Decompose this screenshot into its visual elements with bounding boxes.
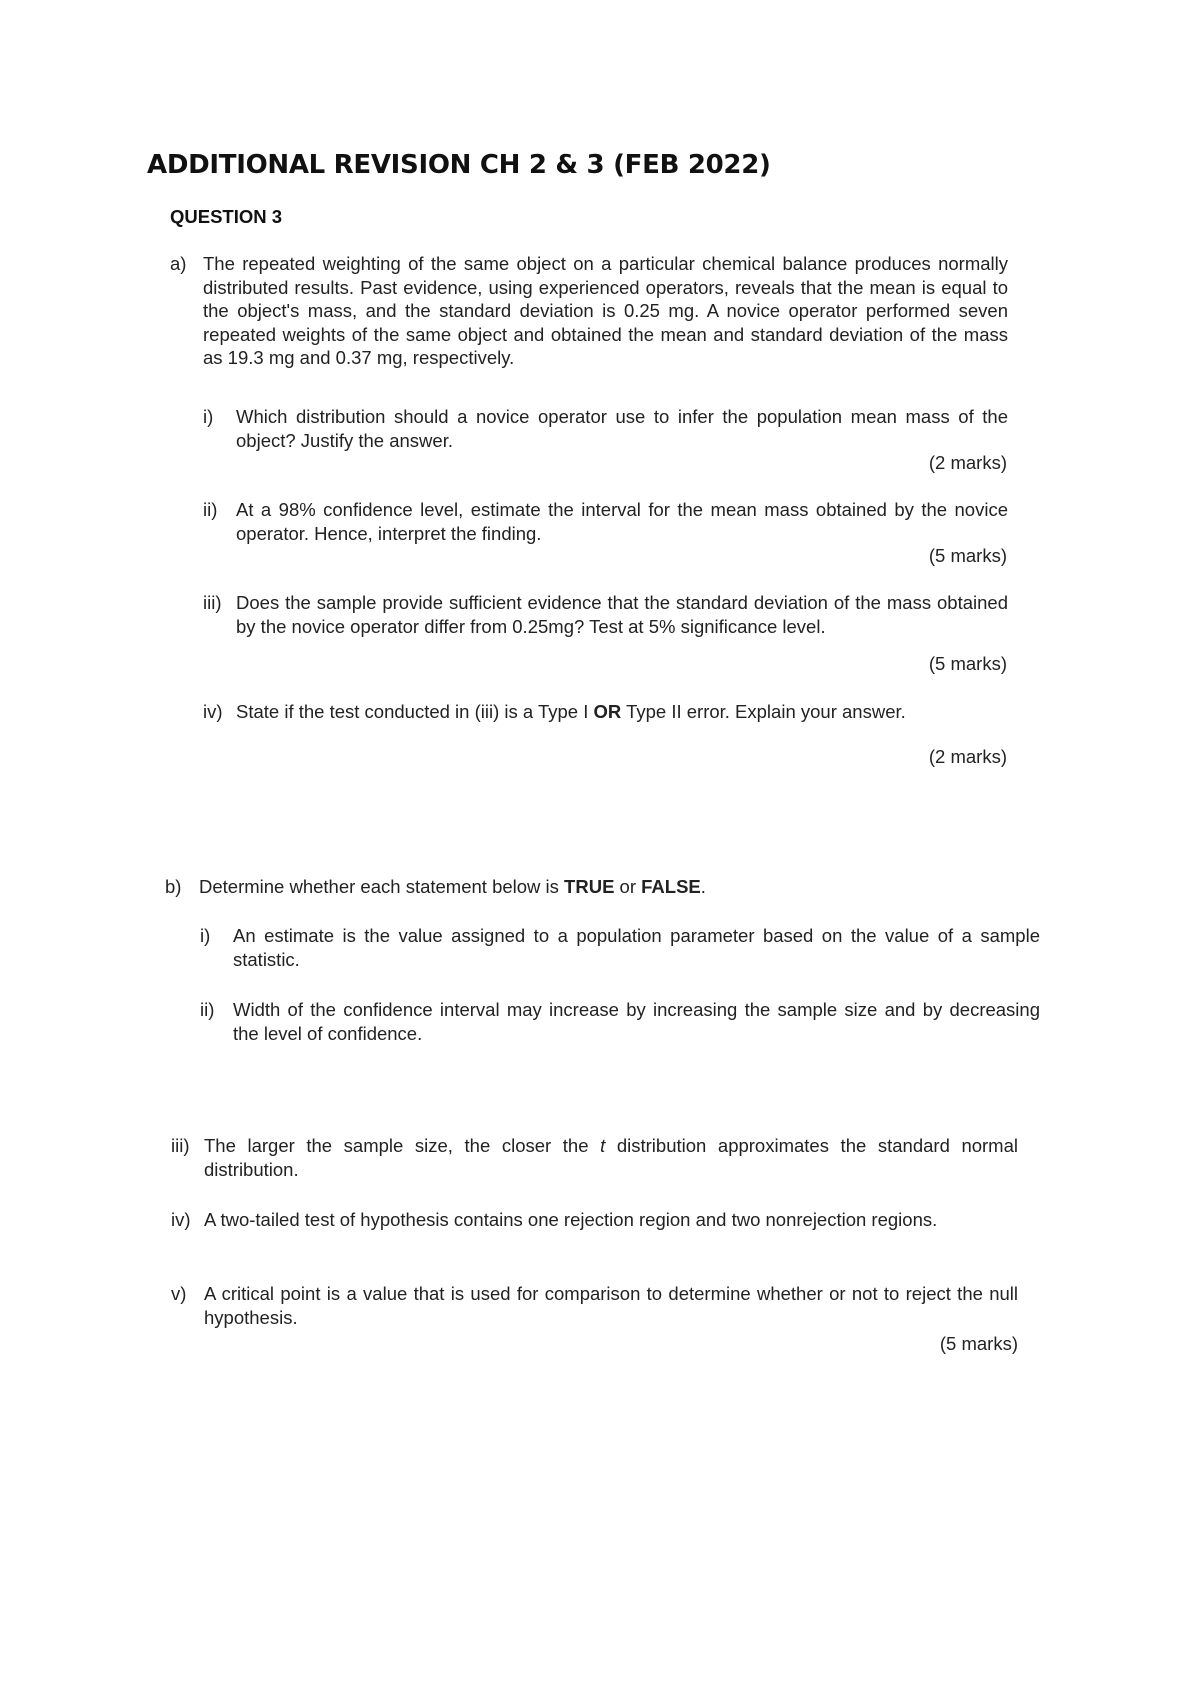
part-a-item-ii [203,498,1008,545]
part-b-text: Determine whether each statement below is TRUE or FALSE. [199,876,706,897]
item-text: Width of the confidence interval may increase by increasing the sample size and by decreasing the level of confidence. [233,999,1040,1044]
part-b-item-ii [200,998,1040,1045]
item-text: Does the sample provide sufficient evidence that the standard deviation of the mass obtained by the novice operator differ from 0.25mg? Test at 5% significance level. [236,592,1008,637]
question-heading: QUESTION 3 [170,206,283,227]
item-label: iii) [203,592,222,613]
item-label: i) [203,406,214,427]
item-label: iv) [203,701,223,722]
part-a-block [170,252,1008,370]
item-text: The larger the sample size, the closer the t distribution approximates the standard normal distribution. [204,1135,1018,1180]
part-b-item-i [200,924,1040,971]
part-b-item-iii [171,1134,1018,1181]
marks-a-ii: (5 marks) [928,545,1007,566]
marks-a-iv: (2 marks) [928,746,1007,767]
part-a-label: a) [170,253,187,274]
part-a-item-iv [203,700,1008,724]
item-label: i) [200,925,211,946]
item-label: iv) [171,1209,191,1230]
item-label: v) [171,1283,187,1304]
item-text: A two-tailed test of hypothesis contains one rejection region and two nonrejection regions. [204,1209,938,1230]
item-label: ii) [203,499,218,520]
marks-b: (5 marks) [939,1333,1018,1354]
part-a-item-i [203,405,1008,452]
item-text: State if the test conducted in (iii) is a Type I OR Type II error. Explain your answer. [236,701,906,722]
part-b-item-v [171,1282,1018,1329]
item-text: Which distribution should a novice operator use to infer the population mean mass of the object? Justify the answer. [236,406,1008,451]
part-a-item-iii [203,591,1008,638]
item-text: At a 98% confidence level, estimate the interval for the mean mass obtained by the novice operator. Hence, interpret the finding. [236,499,1008,544]
part-b-block [165,875,1015,899]
part-a-text: The repeated weighting of the same object on a particular chemical balance produces normally distributed results. Past evidence, using experienced operators, reveals that the mean is equal to the object's mass, and the standard deviation is 0.25 mg. A novice operator performed seven repeated weights of the same object and obtained the mean and standard deviation of the mass as 19.3 mg and 0.37 mg, respectively. [203,253,1008,368]
item-text: An estimate is the value assigned to a population parameter based on the value of a sample statistic. [233,925,1040,970]
marks-a-iii: (5 marks) [928,653,1007,674]
item-text: A critical point is a value that is used for comparison to determine whether or not to reject the null hypothesis. [204,1283,1018,1328]
part-b-label: b) [165,876,182,897]
document-title: ADDITIONAL REVISION CH 2 & 3 (FEB 2022) [147,150,771,180]
marks-a-i: (2 marks) [928,452,1007,473]
item-label: iii) [171,1135,190,1156]
item-label: ii) [200,999,215,1020]
part-b-item-iv [171,1208,1018,1232]
